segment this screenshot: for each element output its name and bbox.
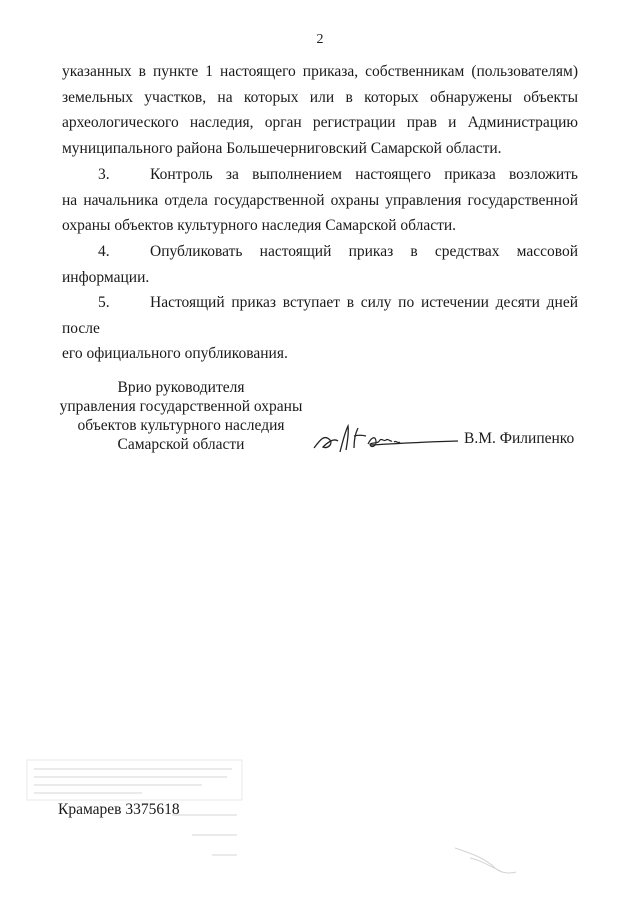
text-line: муниципального района Большечерниговский Самарской области.: [62, 139, 502, 157]
handwritten-signature: [310, 418, 460, 458]
faded-mark: [450, 838, 520, 878]
text-segment: Опубликовать настоящий приказ в средствах массовой: [150, 243, 578, 260]
position-line: объектов культурного наследия: [77, 417, 285, 434]
text-line: археологического наследия, орган регистрации прав и Администрацию: [62, 114, 578, 131]
page-number: 2: [316, 32, 324, 47]
text-line: земельных участков, на которых или в которых обнаружены объекты: [62, 88, 578, 106]
text-line: указанных в пункте 1 настоящего приказа, собственникам (пользователям): [62, 63, 578, 80]
executor-contact: Крамарев 3375618: [58, 801, 180, 818]
text-line: охраны объектов культурного наследия Самарской области.: [62, 217, 457, 234]
paragraph-continuation: [62, 59, 578, 161]
paragraph-4: [62, 239, 578, 290]
text-line: его официального опубликования.: [62, 345, 288, 362]
paragraph-3: [62, 162, 578, 239]
text-line: [62, 239, 578, 265]
paragraph-number: 4.: [98, 243, 110, 260]
text-segment: Настоящий приказ вступает в силу по истечении десяти дней после: [62, 294, 578, 337]
position-line: Самарской области: [117, 436, 245, 453]
text-line: [62, 162, 578, 188]
position-line: управления государственной охраны: [59, 398, 303, 415]
paragraph-number: 5.: [98, 294, 110, 311]
signer-name: В.М. Филипенко: [464, 430, 575, 447]
text-segment: Контроль за выполнением настоящего приказа возложить: [150, 166, 578, 183]
position-line: Врио руководителя: [117, 379, 245, 396]
paragraph-number: 3.: [98, 166, 110, 183]
text-line: на начальника отдела государственной охраны управления государственной: [62, 191, 578, 209]
signatory-position: [50, 378, 312, 454]
paragraph-5: [62, 290, 578, 367]
text-line: [62, 290, 578, 341]
text-line: информации.: [62, 268, 150, 286]
